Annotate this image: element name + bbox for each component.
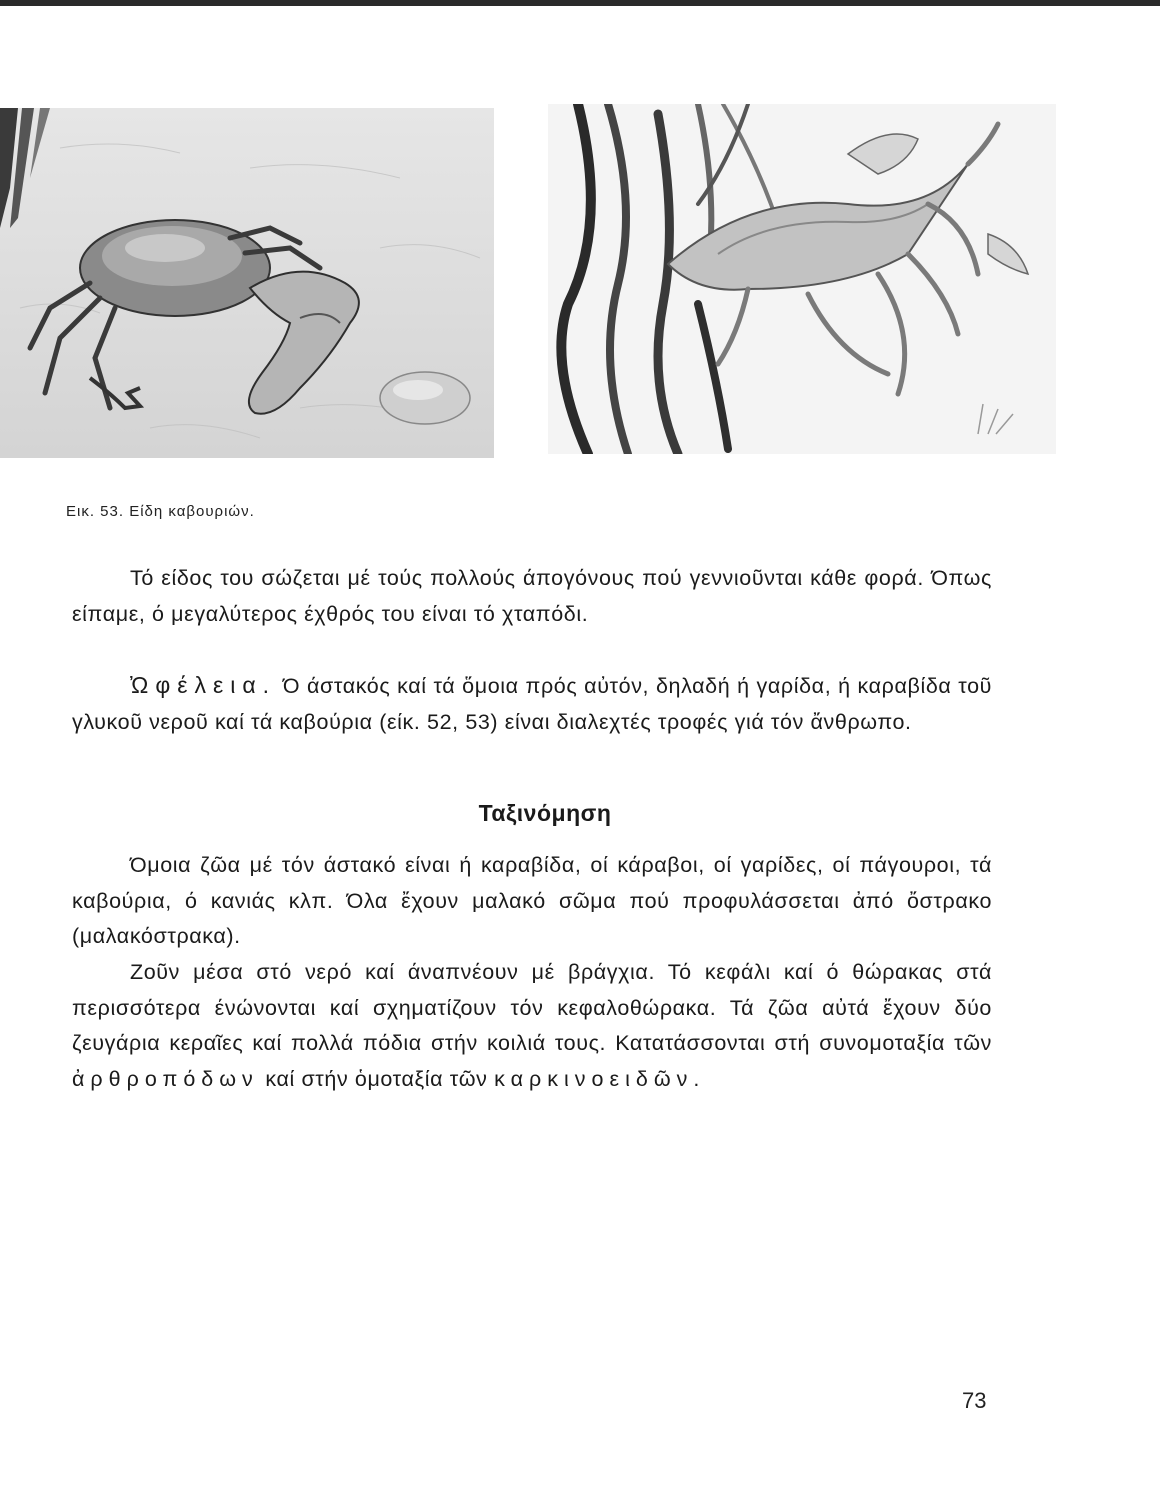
page-number: 73: [962, 1388, 987, 1413]
paragraph-classification-end: .: [693, 1066, 700, 1091]
term-benefit: Ὠφέλεια.: [130, 672, 277, 698]
paragraph-benefit: [72, 668, 992, 740]
crab-illustration-right: [548, 104, 1056, 454]
paragraph-classification: [72, 955, 992, 1097]
paragraph-similar-animals: Όμοια ζῶα μέ τόν άστακό είναι ή καραβίδα, οί κάραβοι, οί γαρίδες, οί πάγουροι, τά καβούρια, ό κανιάς κλπ. Όλα ἔχουν μαλακό σῶμα πού προφυλάσσεται ἀπό ὄστρακο (μαλακόστρακα).: [72, 853, 992, 948]
figure-caption: Εικ. 53. Είδη καβουριών.: [66, 503, 255, 520]
paragraph-offspring: Τό είδος του σώζεται μέ τούς πολλούς άπογόνους πού γεννιοῦνται κάθε φορά. Όπως είπαμε, ό μεγαλύτερος έχθρός του είναι τό χταπόδι.: [72, 566, 992, 626]
term-crustaceans: καρκινοειδῶν: [494, 1066, 694, 1091]
crab-illustration-left: [0, 108, 494, 458]
page-top-edge: [0, 0, 1160, 6]
paragraph-classification-text-b: καί στήν ὁμοταξία τῶν: [265, 1066, 488, 1091]
term-arthropods: ἀρθροπόδων: [72, 1066, 259, 1091]
paragraph-benefit-text: Ό άστακός καί τά ὅμοια πρός αὐτόν, δηλαδή ή γαρίδα, ή καραβίδα τοῦ γλυκοῦ νεροῦ καί τά καβούρια (είκ. 52, 53) είναι διαλεχτές τροφές γιά τόν ἄνθρωπο.: [72, 674, 992, 734]
paragraph-classification-text-a: Ζοῦν μέσα στό νερό καί άναπνέουν μέ βράγχια. Τό κεφάλι καί ό θώρακας στά περισσότερα ένώνονται καί σχηματίζουν τόν κεφαλοθώρακα. Τά ζῶα αὐτά ἔχουν δύο ζευγάρια κεραῖες καί πολλά πόδια στήν κοιλιά τους. Κατατάσσονται στή συνομοταξία τῶν: [72, 960, 992, 1055]
section-heading: Ταξινόμηση: [478, 800, 612, 826]
